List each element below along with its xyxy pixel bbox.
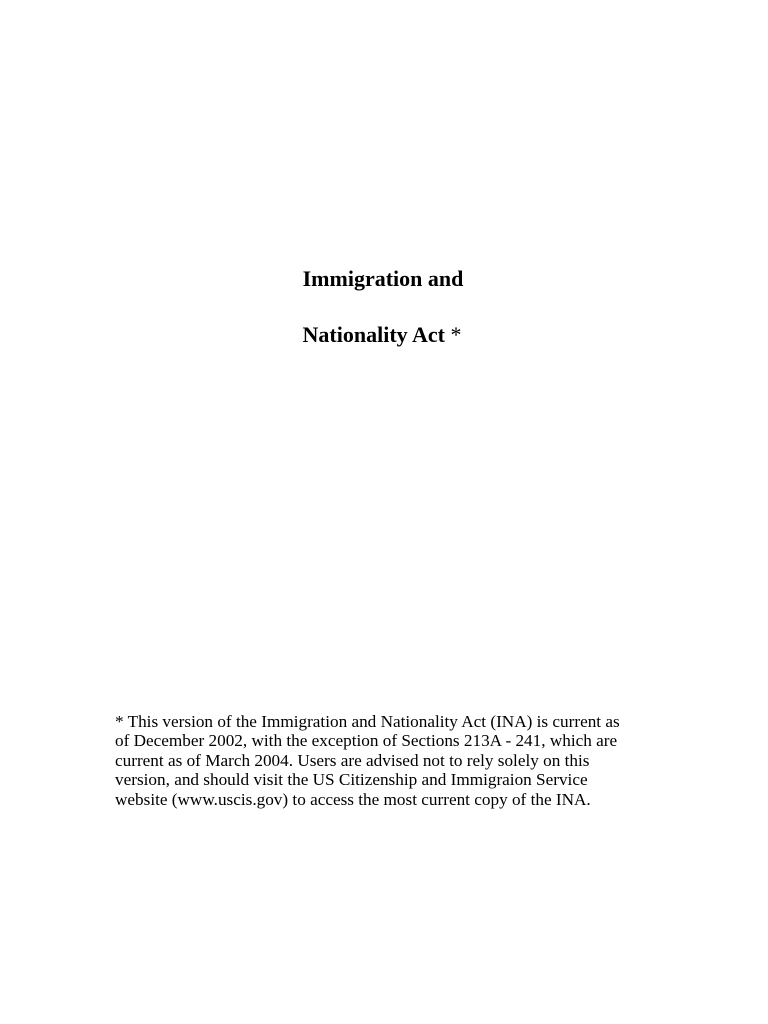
- document-title-line-2: [0, 322, 766, 348]
- footnote-line: version, and should visit the US Citizenship and Immigraion Service: [115, 770, 588, 790]
- footnote: [115, 712, 660, 809]
- footnote-line: of December 2002, with the exception of Sections 213A - 241, which are: [115, 731, 618, 751]
- footnote-line: * This version of the Immigration and Nationality Act (INA) is current as: [115, 712, 620, 731]
- document-title-text: Nationality Act: [302, 322, 445, 347]
- document-title-line-1: Immigration and: [302, 266, 464, 291]
- footnote-line: website (www.uscis.gov) to access the most current copy of the INA.: [115, 789, 591, 809]
- footnote-line: current as of March 2004. Users are advised not to rely solely on this: [115, 750, 590, 770]
- footnote-marker: *: [450, 322, 462, 347]
